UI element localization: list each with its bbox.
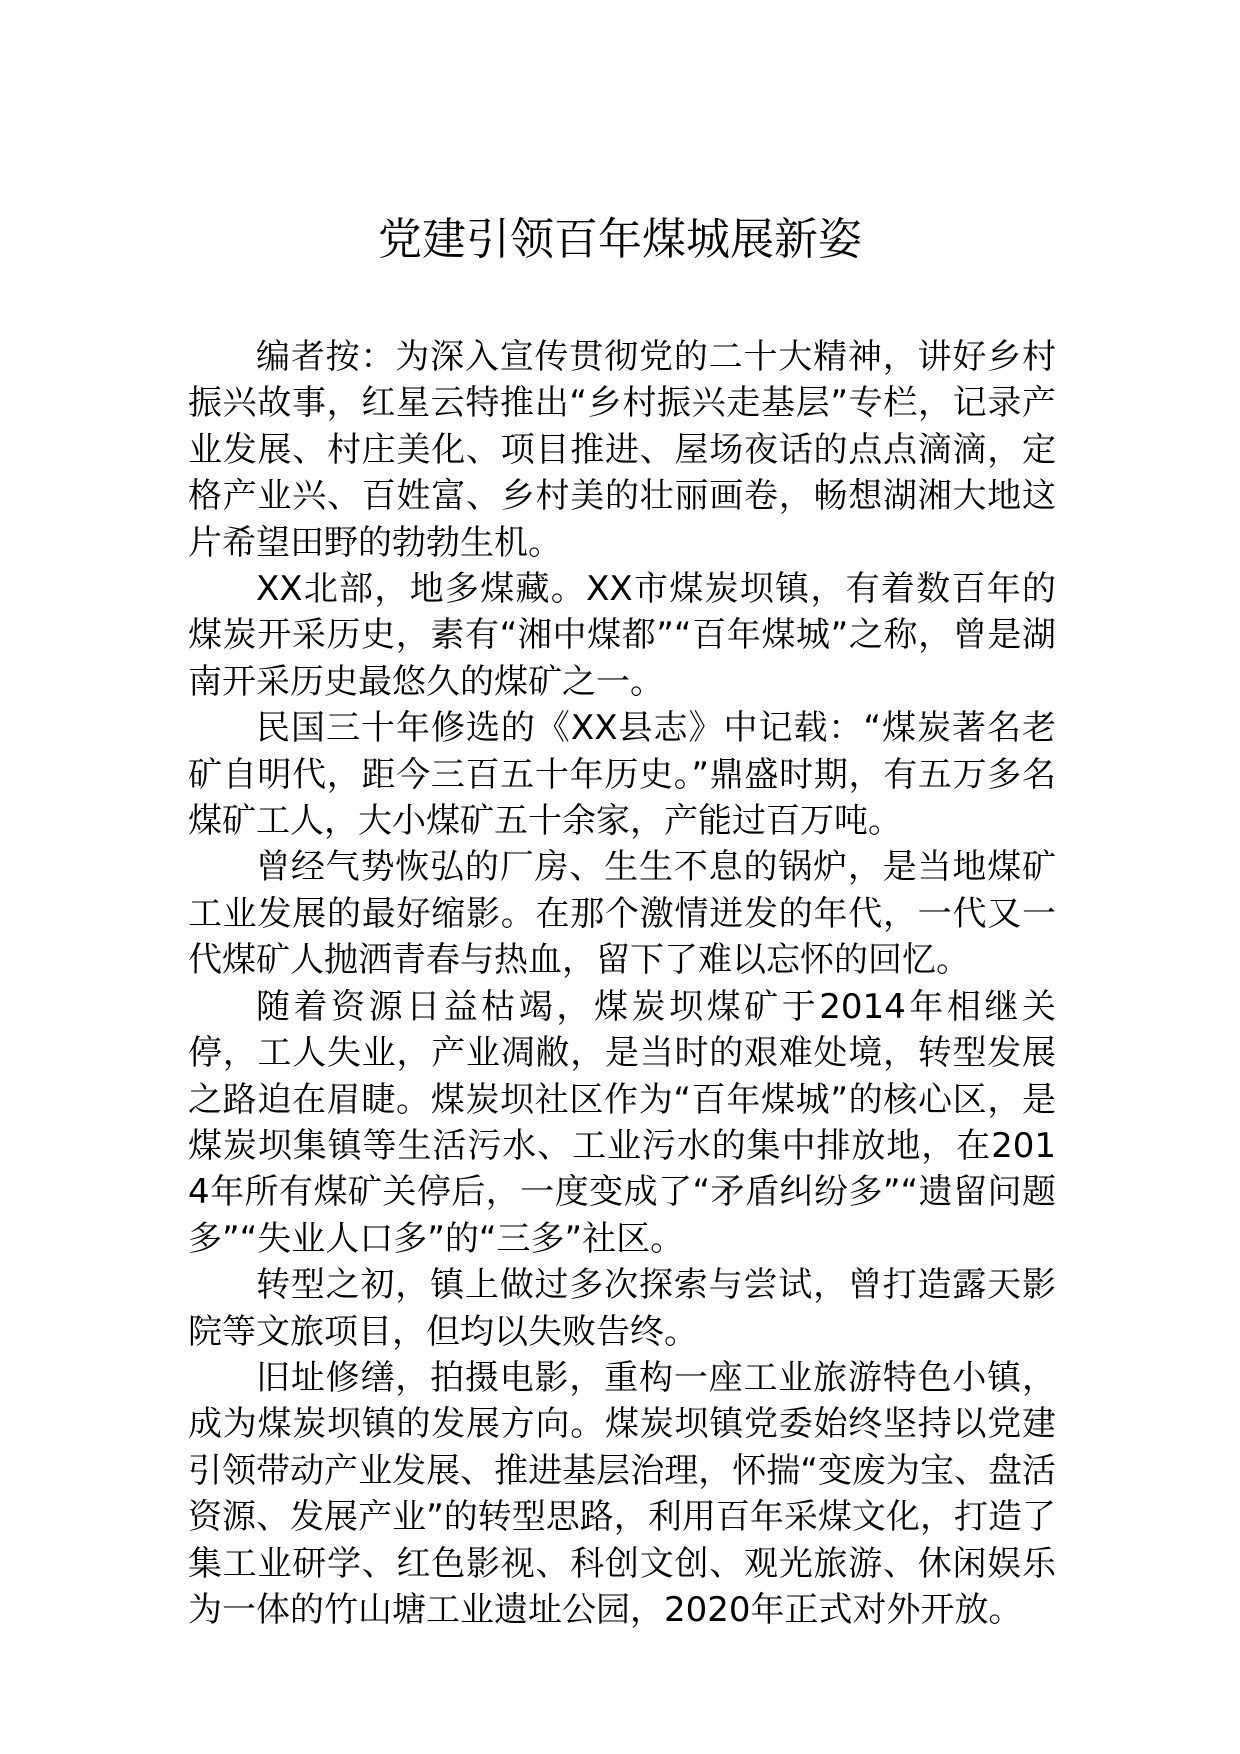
body-paragraph: 转型之初，镇上做过多次探索与尝试，曾打造露天影院等文旅项目，但均以失败告终。	[188, 1265, 1056, 1352]
body-paragraph: XX北部，地多煤藏。XX市煤炭坝镇，有着数百年的煤炭开采历史，素有“湘中煤都”“百年煤城”之称，曾是湖南开采历史最悠久的煤矿之一。	[188, 569, 1056, 702]
body-paragraph: 旧址修缮，拍摄电影，重构一座工业旅游特色小镇，成为煤炭坝镇的发展方向。煤炭坝镇党委始终坚持以党建引领带动产业发展、推进基层治理，怀揣“变废为宝、盘活资源、发展产业”的转型思路，利用百年采煤文化，打造了集工业研学、红色影视、科创文创、观光旅游、休闲娱乐为一体的竹山塘工业遗址公园，2020年正式对外开放。	[188, 1357, 1056, 1630]
body-paragraph: 随着资源日益枯竭，煤炭坝煤矿于2014年相继关停，工人失业，产业凋敝，是当时的艰难处境，转型发展之路迫在眉睫。煤炭坝社区作为“百年煤城”的核心区，是煤炭坝集镇等生活污水、工业污水的集中排放地，在2014年所有煤矿关停后，一度变成了“矛盾纠纷多”“遗留问题多”“失业人口多”的“三多”社区。	[188, 986, 1056, 1259]
document-title: 党建引领百年煤城展新姿	[378, 214, 862, 265]
document-body	[188, 334, 1056, 1633]
body-paragraph: 民国三十年修选的《XX县志》中记载：“煤炭著名老矿自明代，距今三百五十年历史。”鼎盛时期，有五万多名煤矿工人，大小煤矿五十余家，产能过百万吨。	[188, 708, 1056, 842]
editor-note-paragraph: 编者按：为深入宣传贯彻党的二十大精神，讲好乡村振兴故事，红星云特推出“乡村振兴走基层”专栏，记录产业发展、村庄美化、项目推进、屋场夜话的点点滴滴，定格产业兴、百姓富、乡村美的壮丽画卷，畅想湖湘大地这片希望田野的勃勃生机。	[188, 337, 1056, 563]
body-paragraph: 曾经气势恢弘的厂房、生生不息的锅炉，是当地煤矿工业发展的最好缩影。在那个激情迸发的年代，一代又一代煤矿人抛洒青春与热血，留下了难以忘怀的回忆。	[188, 847, 1056, 981]
